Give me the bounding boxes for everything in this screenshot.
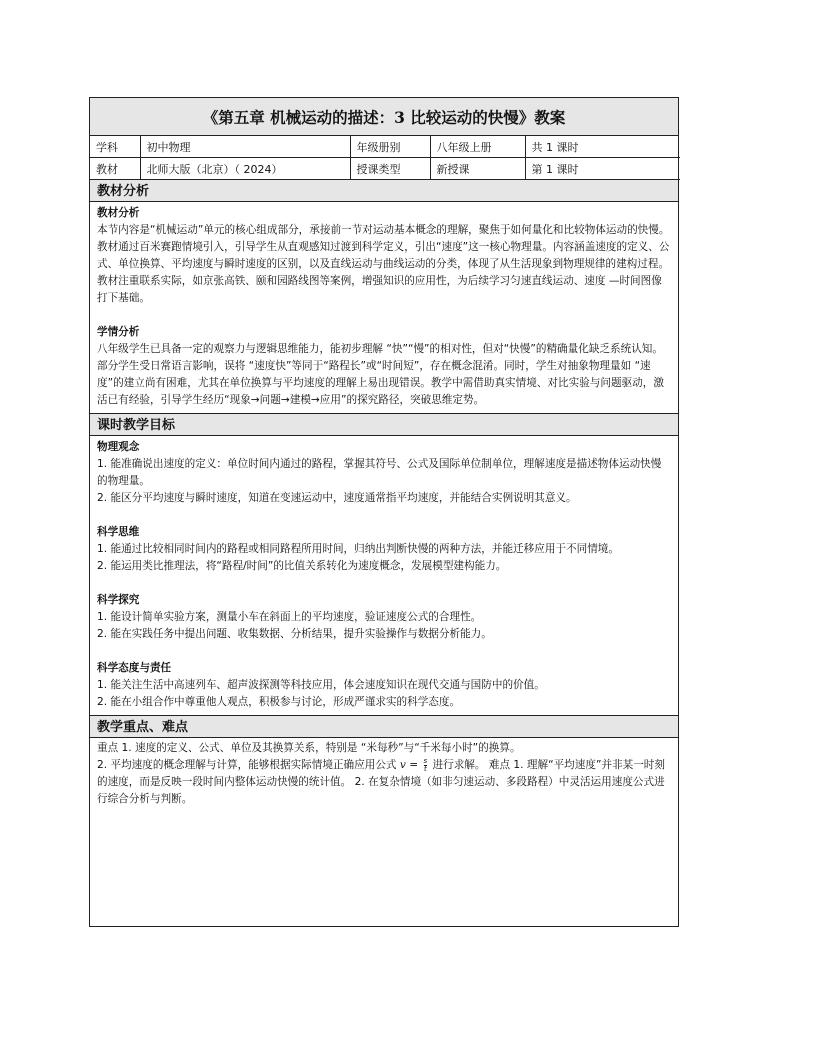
section-goals (90, 436, 678, 716)
key-point-text: 2. 平均速度的概念理解与计算，能够根据实际情境正确应用公式 (97, 759, 400, 771)
goal-item: 1. 能关注生活中高速列车、超声波探测等科技应用，体会速度知识在现代交通与国防中的价值。 (97, 679, 545, 691)
section-key-points (90, 738, 678, 812)
goal-item: 1. 能设计简单实验方案，测量小车在斜面上的平均速度，验证速度公式的合理性。 (97, 611, 482, 623)
section-heading-goals: 课时教学目标 (90, 414, 678, 436)
meta-total-periods: 共 1 课时 (525, 136, 680, 158)
meta-label-subject: 学科 (90, 136, 140, 158)
meta-current-period: 第 1 课时 (525, 158, 680, 180)
goal-item: 2. 能在实践任务中提出问题、收集数据、分析结果，提升实验操作与数据分析能力。 (97, 628, 492, 640)
subheading-student-analysis: 学情分析 (97, 326, 140, 338)
goal-group-title: 物理观念 (97, 441, 140, 453)
document-title: 《第五章 机械运动的描述：3 比较运动的快慢》教案 (90, 98, 678, 136)
meta-label-textbook: 教材 (90, 158, 140, 180)
formula-fraction (424, 758, 428, 773)
section-heading-key-points: 教学重点、难点 (90, 716, 678, 738)
section-analysis (90, 202, 678, 414)
goal-group-title: 科学思维 (97, 526, 140, 538)
formula-denominator: t (423, 764, 427, 773)
goal-item: 1. 能通过比较相同时间内的路程或相同路程所用时间，归纳出判断快慢的两种方法，并能迁移应用于不同情境。 (97, 543, 619, 555)
meta-table (90, 136, 680, 180)
spacer (97, 307, 670, 324)
section-heading-analysis: 教材分析 (90, 180, 678, 202)
subheading-textbook-analysis: 教材分析 (97, 207, 140, 219)
formula-equals: = (405, 759, 422, 771)
meta-value-grade: 八年级上册 (430, 136, 525, 158)
goal-item: 2. 能运用类比推理法，将“路程/时间”的比值关系转化为速度概念，发展模型建构能力。 (97, 560, 507, 572)
key-point-text: 进行求解。 难点 1. 理解“平均速度”并非某一时刻的速度，而是反映一段时间内整体运动快慢的统计值。 2. 在复杂情境（如非匀速运动、多段路程）中灵活运用速度公式进行综合分析与判断。 (97, 759, 665, 805)
meta-row (90, 158, 680, 180)
meta-value-subject: 初中物理 (140, 136, 350, 158)
meta-value-textbook: 北师大版（北京）（ 2024） (140, 158, 350, 180)
goal-item: 1. 能准确说出速度的定义：单位时间内通过的路程，掌握其符号、公式及国际单位制单位，理解速度是描述物体运动快慢的物理量。 (97, 458, 662, 487)
spacer (97, 507, 670, 524)
formula (399, 756, 429, 773)
meta-label-grade: 年级册别 (350, 136, 430, 158)
goal-item: 2. 能区分平均速度与瞬时速度，知道在变速运动中，速度通常指平均速度，并能结合实例说明其意义。 (97, 492, 577, 504)
goal-item: 2. 能在小组合作中尊重他人观点，积极参与讨论，形成严谨求实的科学态度。 (97, 696, 461, 708)
spacer (97, 575, 670, 592)
meta-row (90, 136, 680, 158)
paragraph-textbook-analysis: 本节内容是“机械运动”单元的核心组成部分，承接前一节对运动基本概念的理解，聚焦于如何量化和比较物体运动的快慢。教材通过百米赛跑情境引入，引导学生从直观感知过渡到科学定义，引出“速度”这一核心物理量。内容涵盖速度的定义、公式、单位换算、平均速度与瞬时速度的区别，以及直线运动与曲线运动的分类，体现了从生活现象到物理规律的建构过程。教材注重联系实际，如京张高铁、颐和园路线图等案例，增强知识的应用性，为后续学习匀速直线运动、速度 —时间图像打下基础。 (97, 224, 670, 304)
goal-group-title: 科学态度与责任 (97, 662, 172, 674)
meta-value-lesson-type: 新授课 (430, 158, 525, 180)
lesson-plan-sheet (89, 97, 679, 927)
goal-group-title: 科学探究 (97, 594, 140, 606)
formula-numerator: s (423, 756, 428, 765)
formula-v: v (399, 759, 406, 771)
paragraph-student-analysis: 八年级学生已具备一定的观察力与逻辑思维能力，能初步理解 “快”“慢”的相对性，但对“快慢”的精确量化缺乏系统认知。部分学生受日常语言影响，误将 “速度快”等同于“路程长”或“时间短”，存在概念混淆。同时，学生对抽象物理量如 “速度”的建立尚有困难，尤其在单位换算与平均速度的理解上易出现错误。教学中需借助真实情境、对比实验与问题驱动，激活已有经验，引导学生经历“现象→问题→建模→应用”的探究路径，突破思维定势。 (97, 343, 664, 406)
key-point-line: 重点 1. 速度的定义、公式、单位及其换算关系，特别是 “米每秒”与“千米每小时”的换算。 (97, 742, 521, 754)
meta-label-lesson-type: 授课类型 (350, 158, 430, 180)
key-point-paragraph (97, 757, 670, 808)
spacer (97, 643, 670, 660)
